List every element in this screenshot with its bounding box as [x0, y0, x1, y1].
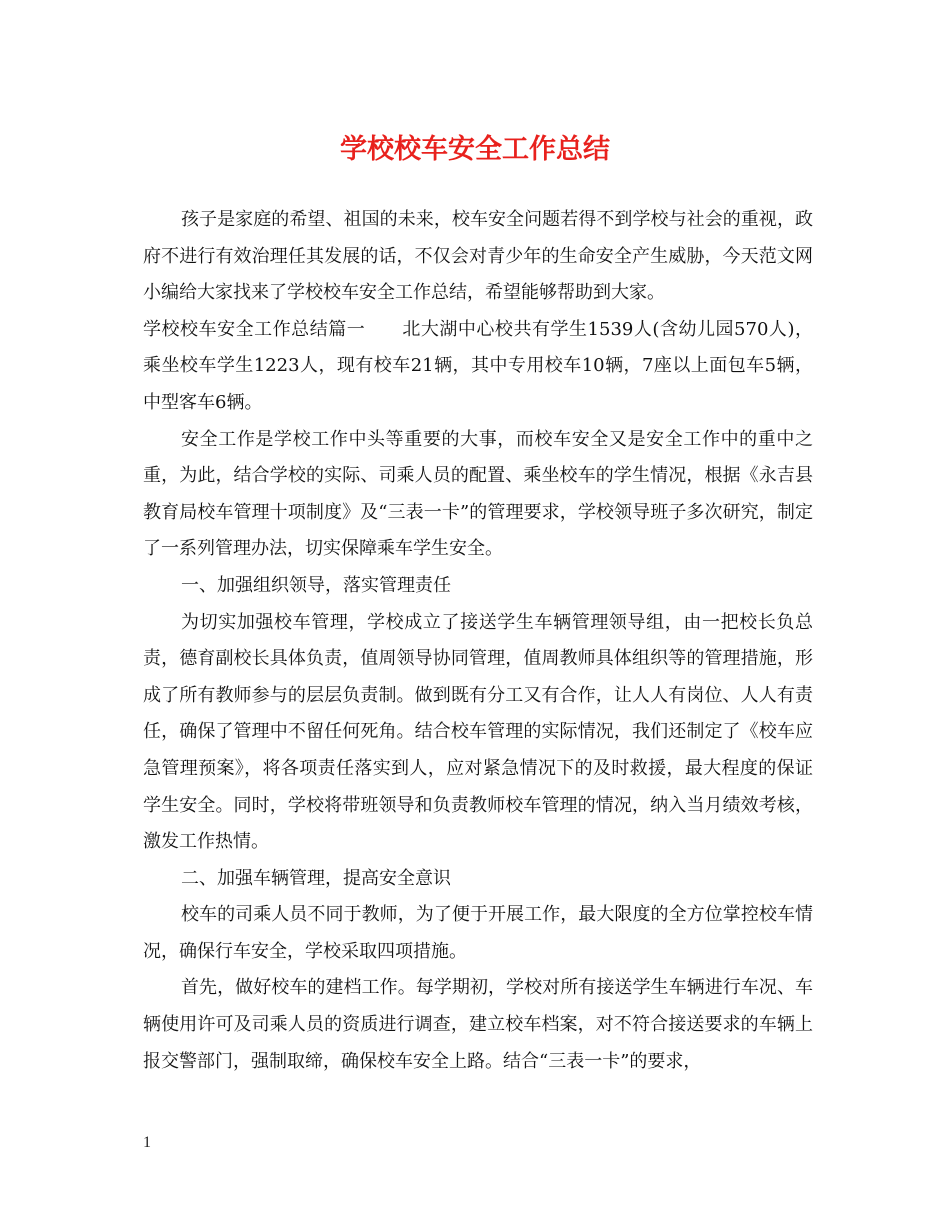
- paragraph-organization: 为切实加强校车管理，学校成立了接送学生车辆管理领导组，由一把校长负总责，德育副校长具体负责，值周领导协同管理，值周教师具体组织等的管理措施，形成了所有教师参与的层层负责制。做到既有分工又有合作，让人人有岗位、人人有责任，确保了管理中不留任何死角。结合校车管理的实际情况，我们还制定了《校车应急管理预案》，将各项责任落实到人，应对紧急情况下的及时救援，最大程度的保证学生安全。同时，学校将带班领导和负责教师校车管理的情况，纳入当月绩效考核，激发工作热情。: [143, 611, 813, 853]
- document-body: [143, 202, 813, 1080]
- page-number: 1: [143, 1134, 151, 1151]
- paragraph-overview: 学校校车安全工作总结篇一 北大湖中心校共有学生1539人(含幼儿园570人)，乘坐校车学生1223人，现有校车21辆，其中专用校车10辆，7座以上面包车5辆，中型客车6辆。: [143, 318, 813, 413]
- paragraph-records: 首先，做好校车的建档工作。每学期初，学校对所有接送学生车辆进行车况、车辆使用许可及司乘人员的资质进行调查，建立校车档案，对不符合接送要求的车辆上报交警部门，强制取缔，确保校车安全上路。结合“三表一卡”的要求，: [143, 977, 813, 1072]
- paragraph-intro: 孩子是家庭的希望、祖国的未来，校车安全问题若得不到学校与社会的重视，政府不进行有效治理任其发展的话，不仅会对青少年的生命安全产生威胁，今天范文网小编给大家找来了学校校车安全工作总结，希望能够帮助到大家。: [143, 209, 813, 304]
- paragraph-importance: 安全工作是学校工作中头等重要的大事，而校车安全又是安全工作中的重中之重，为此，结合学校的实际、司乘人员的配置、乘坐校车的学生情况，根据《永吉县教育局校车管理十项制度》及“三表一卡”的管理要求，学校领导班子多次研究，制定了一系列管理办法，切实保障乘车学生安全。: [143, 428, 813, 560]
- section-heading-1: 一、加强组织领导，落实管理责任: [181, 574, 451, 596]
- section-heading-2: 二、加强车辆管理，提高安全意识: [181, 867, 451, 889]
- document-title: 学校校车安全工作总结: [340, 134, 610, 165]
- paragraph-vehicle-management: 校车的司乘人员不同于教师，为了便于开展工作，最大限度的全方位掌控校车情况，确保行车安全，学校采取四项措施。: [143, 904, 813, 962]
